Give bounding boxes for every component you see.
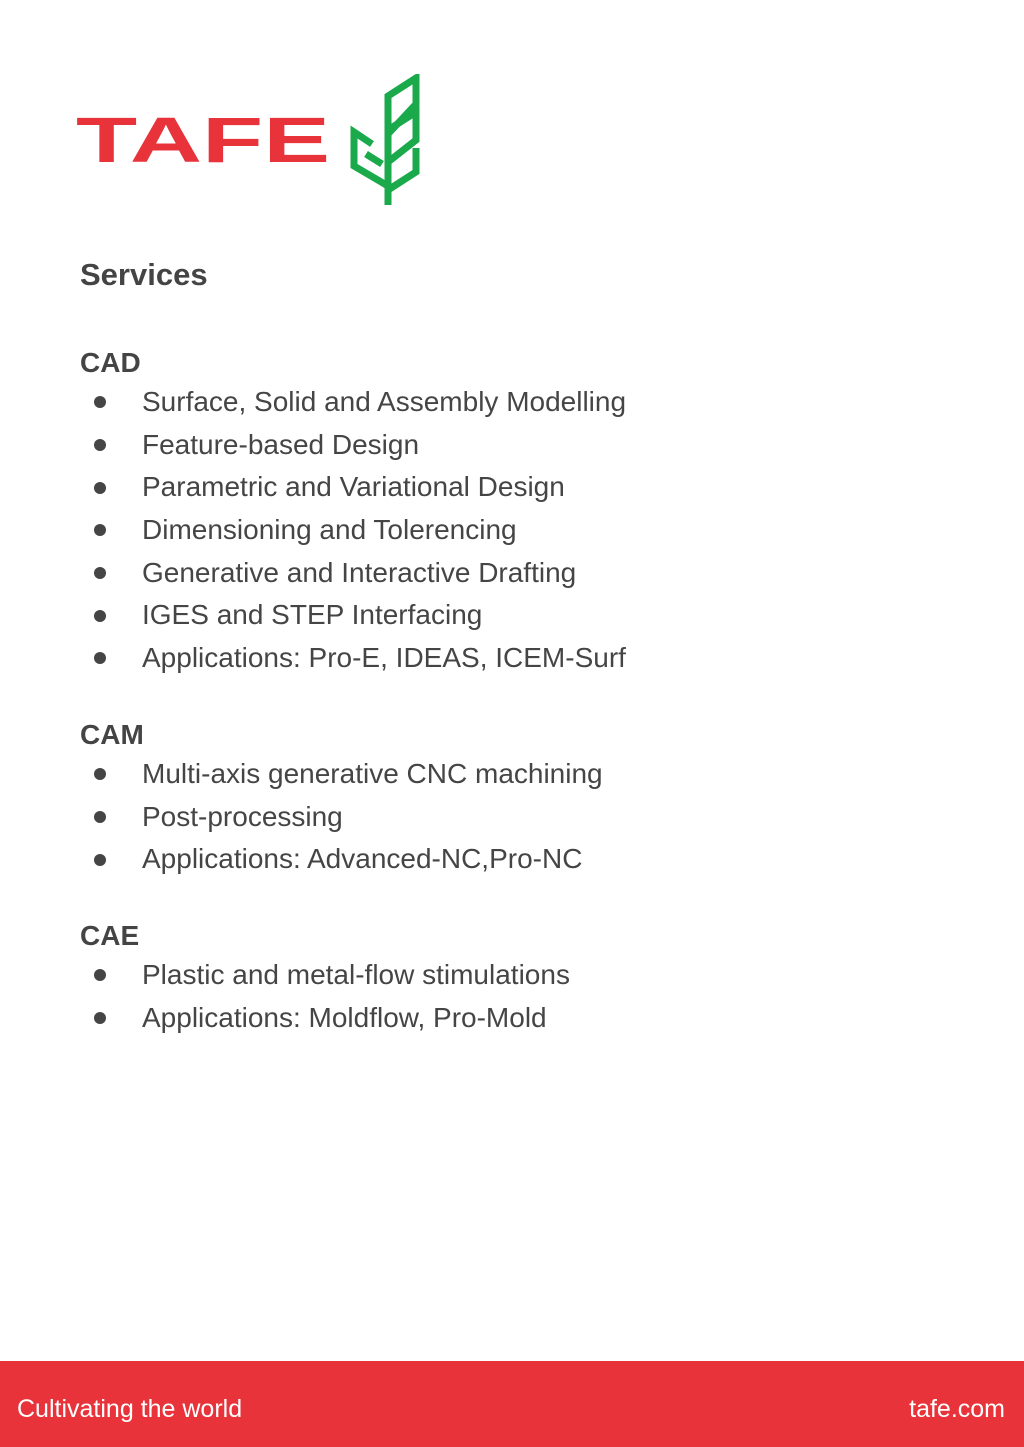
bullet-icon <box>94 1012 106 1024</box>
list-item-text: Dimensioning and Tolerencing <box>142 514 517 546</box>
section-heading-cae: CAE <box>80 919 140 951</box>
list-item-text: Parametric and Variational Design <box>142 471 565 503</box>
list-item <box>80 466 940 509</box>
list-item <box>80 954 940 997</box>
bullet-icon <box>94 610 106 622</box>
bullet-icon <box>94 524 106 536</box>
footer-website-link[interactable]: tafe.com <box>909 1395 1005 1423</box>
list-item <box>80 838 940 881</box>
list-item-text: Applications: Pro-E, IDEAS, ICEM-Surf <box>142 642 626 674</box>
tafe-logo-graphic <box>76 74 426 208</box>
list-item <box>80 997 940 1040</box>
page-title: Services <box>80 257 208 292</box>
list-item-text: Generative and Interactive Drafting <box>142 556 577 588</box>
section-cad <box>80 345 940 680</box>
section-cam <box>80 717 940 881</box>
list-item <box>80 509 940 552</box>
section-heading-cam: CAM <box>80 718 144 750</box>
bullet-icon <box>94 439 106 451</box>
list-item-text: Post-processing <box>142 800 343 832</box>
list-item-text: Feature-based Design <box>142 428 420 460</box>
bullet-icon <box>94 396 106 408</box>
list-item <box>80 796 940 839</box>
list-item-text: Surface, Solid and Assembly Modelling <box>142 386 627 417</box>
list-item <box>80 594 940 637</box>
list-item <box>80 637 940 680</box>
list-item <box>80 552 940 595</box>
wheat-stalk-icon <box>354 78 416 205</box>
footer-bar <box>0 1361 1024 1447</box>
cae-list <box>80 954 940 1039</box>
svg-text:TAFE: TAFE <box>76 104 330 176</box>
section-heading-cad: CAD <box>80 347 141 378</box>
list-item-text: Multi-axis generative CNC machining <box>142 757 603 789</box>
cad-list <box>80 381 940 680</box>
bullet-icon <box>94 567 106 579</box>
list-item-text: Applications: Moldflow, Pro-Mold <box>142 1001 547 1033</box>
footer-tagline: Cultivating the world <box>17 1395 243 1423</box>
cam-list <box>80 753 940 881</box>
list-item-text: IGES and STEP Interfacing <box>142 599 483 631</box>
bullet-icon <box>94 969 106 981</box>
bullet-icon <box>94 811 106 823</box>
list-item-text: Plastic and metal-flow stimulations <box>142 958 570 990</box>
bullet-icon <box>94 482 106 494</box>
list-item <box>80 381 940 424</box>
bullet-icon <box>94 652 106 664</box>
list-item-text: Applications: Advanced-NC,Pro-NC <box>142 843 583 875</box>
tafe-logo <box>76 74 426 208</box>
services-content <box>80 345 940 1076</box>
bullet-icon <box>94 768 106 780</box>
list-item <box>80 424 940 467</box>
bullet-icon <box>94 854 106 866</box>
section-cae <box>80 918 940 1039</box>
list-item <box>80 753 940 796</box>
